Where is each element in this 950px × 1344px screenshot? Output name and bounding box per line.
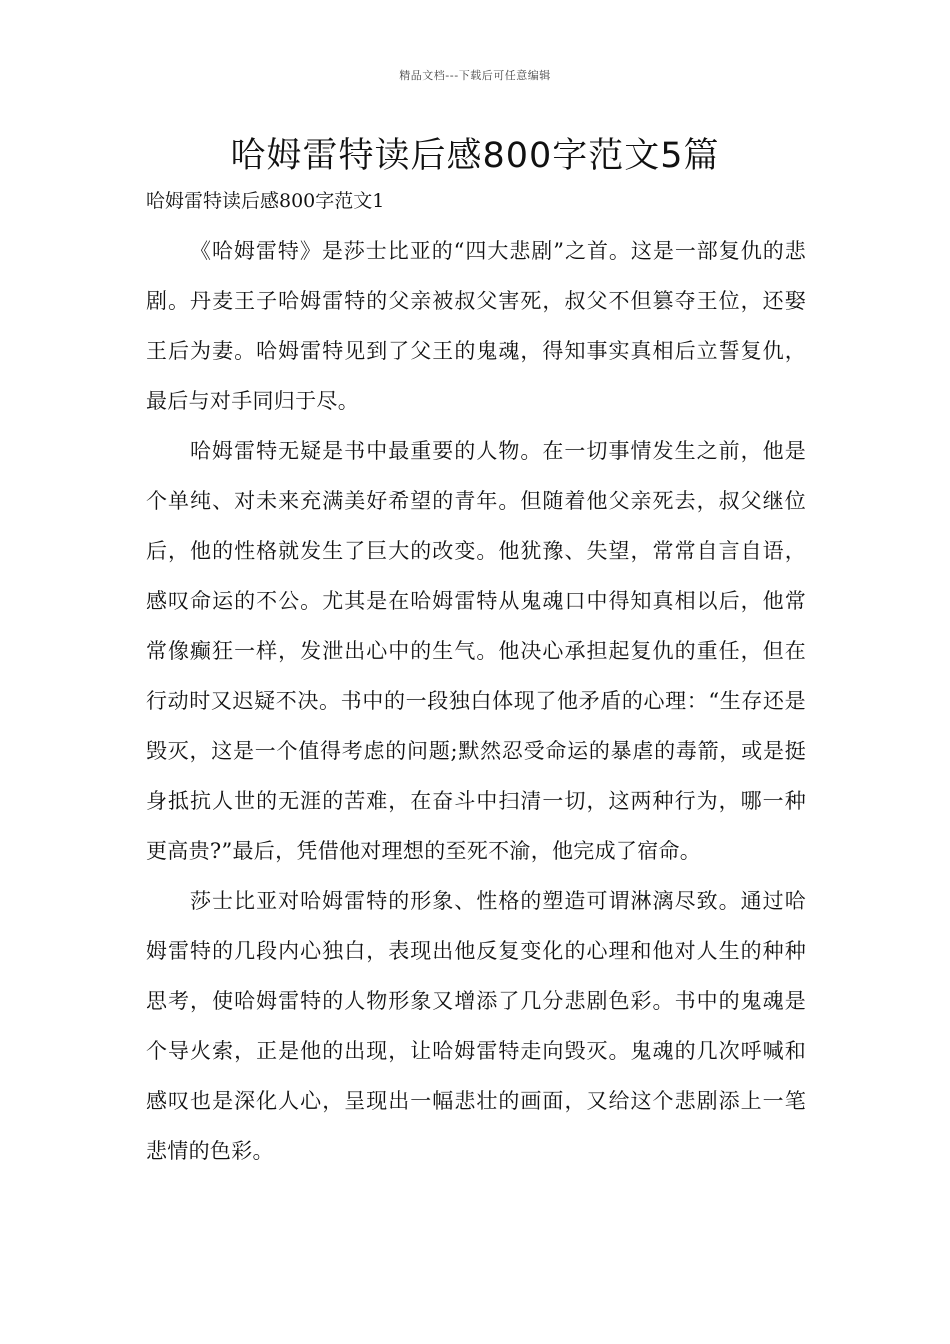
section-heading: 哈姆雷特读后感800字范文1 (146, 190, 385, 212)
article-body (146, 226, 806, 1176)
paragraph-2: 哈姆雷特无疑是书中最重要的人物。在一切事情发生之前，他是个单纯、对未来充满美好希望的青年。但随着他父亲死去，叔父继位后，他的性格就发生了巨大的改变。他犹豫、失望，常常自言自语，感叹命运的不公。尤其是在哈姆雷特从鬼魂口中得知真相以后，他常常像癫狂一样，发泄出心中的生气。他决心承担起复仇的重任，但在行动时又迟疑不决。书中的一段独白体现了他矛盾的心理：“生存还是毁灭，这是一个值得考虑的问题;默然忍受命运的暴虐的毒箭，或是挺身抵抗人世的无涯的苦难，在奋斗中扫清一切，这两种行为，哪一种更高贵?”最后，凭借他对理想的至死不渝，他完成了宿命。 (146, 439, 806, 863)
document-title: 哈姆雷特读后感800字范文5篇 (230, 136, 720, 176)
header-note: 精品文档---下载后可任意编辑 (399, 69, 551, 82)
paragraph-1: 《哈姆雷特》是莎士比亚的“四大悲剧”之首。这是一部复仇的悲剧。丹麦王子哈姆雷特的父亲被叔父害死，叔父不但篡夺王位，还娶王后为妻。哈姆雷特见到了父王的鬼魂，得知事实真相后立誓复仇，最后与对手同归于尽。 (146, 239, 806, 413)
paragraph-3: 莎士比亚对哈姆雷特的形象、性格的塑造可谓淋漓尽致。通过哈姆雷特的几段内心独白，表现出他反复变化的心理和他对人生的种种思考，使哈姆雷特的人物形象又增添了几分悲剧色彩。书中的鬼魂是个导火索，正是他的出现，让哈姆雷特走向毁灭。鬼魂的几次呼喊和感叹也是深化人心，呈现出一幅悲壮的画面，又给这个悲剧添上一笔悲情的色彩。 (146, 889, 806, 1163)
